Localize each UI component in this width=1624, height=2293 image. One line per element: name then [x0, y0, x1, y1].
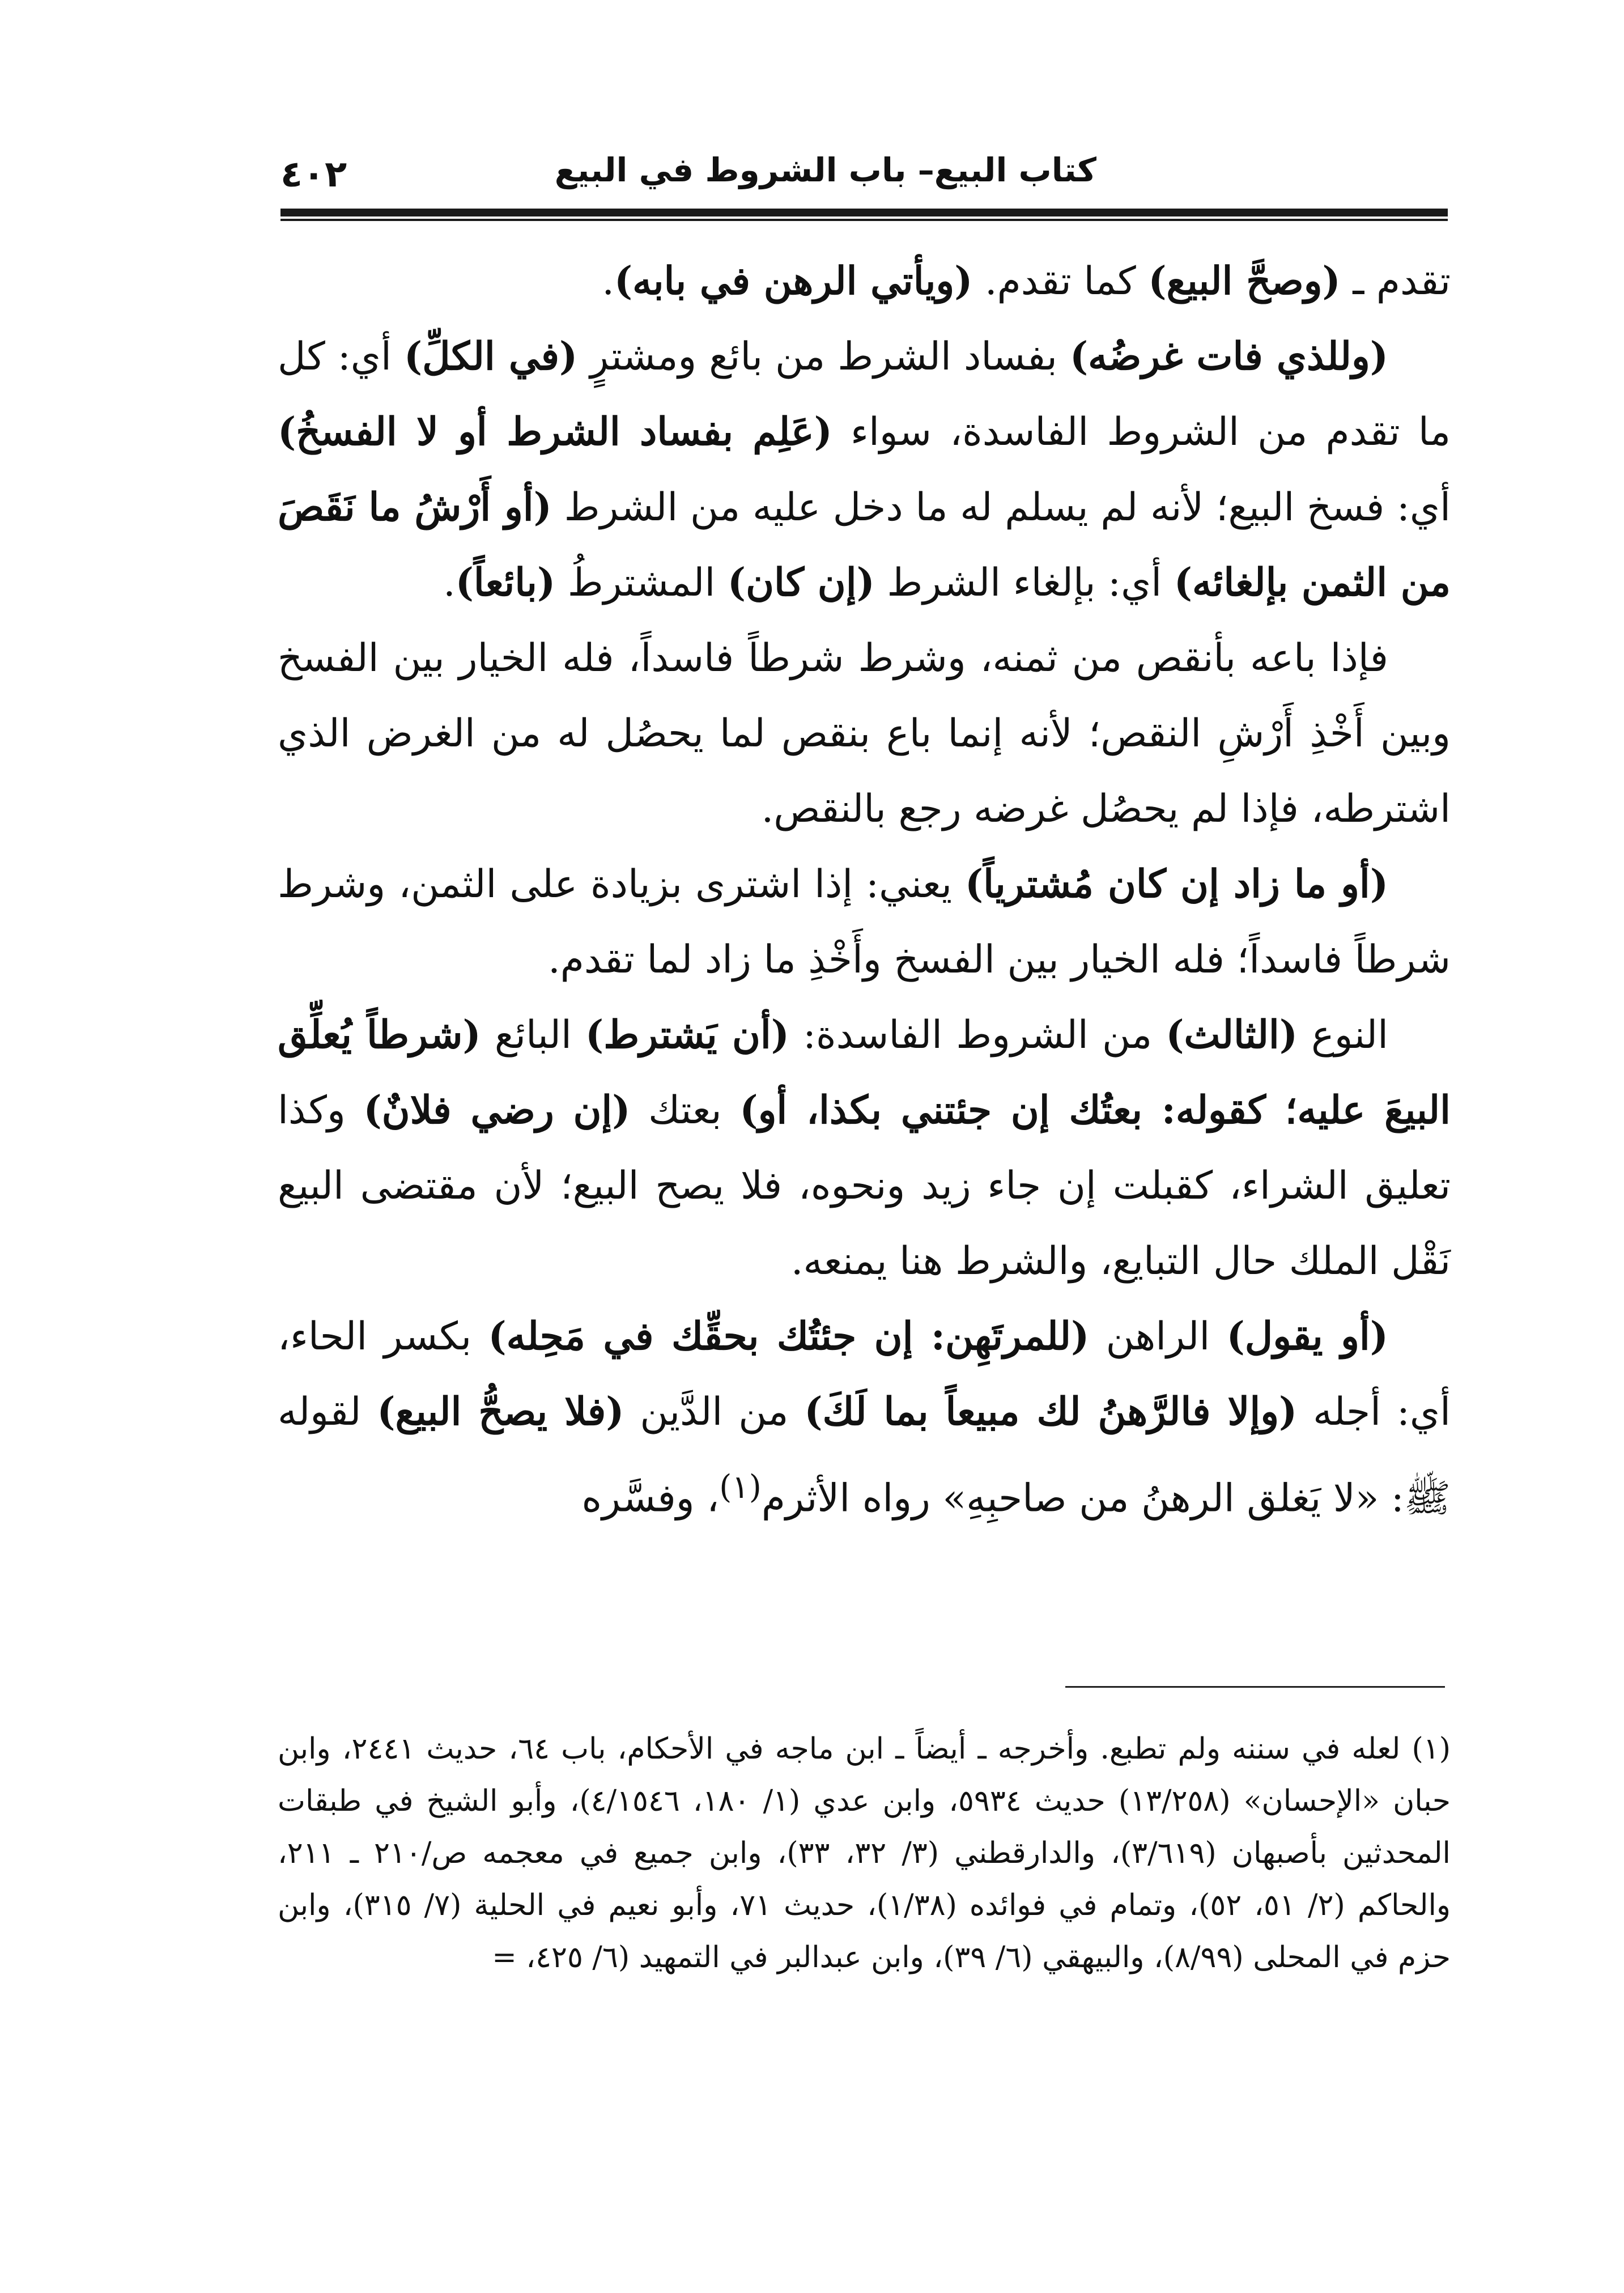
text-run: بكسر الحاء، أي: أجله [278, 1314, 1451, 1434]
text-run: ، وفسَّره [581, 1476, 720, 1521]
paragraph-2 [278, 319, 1451, 621]
text-run: من الدَّين [624, 1390, 805, 1434]
text-run: أي: بإلغاء الشرط [874, 560, 1174, 605]
paragraph-1 [278, 244, 1451, 319]
bold-run: (أو أَرْشُ ما نَقَصَ من الثمن بإلغائه) [278, 485, 1451, 605]
text-run: أي: كل ما تقدم من الشروط الفاسدة، سواء [278, 334, 1451, 455]
text-run: النوع [1298, 1013, 1389, 1058]
bold-run: (وإلا فالرَّهنُ لك مبيعاً بما لَكَ) [804, 1389, 1298, 1434]
bold-run: (وللذي فات غرضُه) [1069, 334, 1388, 379]
main-text [278, 244, 1451, 1536]
paragraph-5 [278, 997, 1451, 1299]
text-run: كما تقدم. [972, 259, 1149, 304]
text-run: بفساد الشرط من بائع ومشترٍ [577, 334, 1070, 379]
text-run: لقوله ﷺ: «لا يَغلق الرهنُ من صاحبِهِ» رواه الأثرم [278, 1390, 1451, 1521]
bold-run: (بائعاً) [455, 560, 556, 605]
text-run: وكذا تعليق الشراء، كقبلت إن جاء زيد ونحوه، فلا يصح البيع؛ لأن مقتضى البيع نَقْل الملك حال التبايع، والشرط هنا يمنعه. [278, 1088, 1451, 1284]
bold-run: (أن يَشترط) [585, 1012, 789, 1058]
bold-run: (وصحَّ البيع) [1148, 258, 1341, 304]
text-run: بعتك [630, 1088, 740, 1133]
text-run: تقدم ـ [1340, 259, 1451, 304]
text-run: يعني: إذا اشترى بزيادة على الثمن، وشرط شرطاً فاسداً؛ فله الخيار بين الفسخ وأَخْذِ ما زاد لما تقدم. [278, 862, 1451, 982]
footnotes [278, 1723, 1451, 1984]
bold-run: (فلا يصحُّ البيع) [377, 1389, 624, 1434]
page-header [280, 145, 1448, 201]
running-title: كتاب البيع– باب الشروط في البيع [554, 151, 1096, 189]
paragraph-3: فإذا باعه بأنقص من ثمنه، وشرط شرطاً فاسداً، فله الخيار بين الفسخ وبين أَخْذِ أَرْشِ النقص؛ لأنه إنما باع بنقص لما يحصُل له من الغرض الذي اشترطه، فإذا لم يحصُل غرضه رجع بالنقص. [278, 636, 1451, 831]
bold-run: (الثالث) [1166, 1012, 1298, 1058]
bold-run: (أو ما زاد إن كان مُشترياً) [964, 861, 1388, 907]
paragraph-4 [278, 847, 1451, 997]
page-number: ٤٠٢ [280, 154, 347, 196]
bold-run: (للمرتَهِن: إن جئتُك بحقِّك في مَحِله) [488, 1314, 1090, 1359]
bold-run: (عَلِم بفساد الشرط أو لا الفسخُ) [278, 409, 832, 455]
bold-run: (أو يقول) [1226, 1314, 1388, 1359]
bold-run: (في الكلِّ) [403, 334, 578, 379]
text-run: البائع [481, 1013, 586, 1058]
footnote-1: (١) لعله في سننه ولم تطبع. وأخرجه ـ أيضاً ـ ابن ماجه في الأحكام، باب ٦٤، حديث ٢٤٤١، وابن حبان «الإحسان» (١٣/٢٥٨) حديث ٥٩٣٤، وابن عدي (١/ ١٨٠، ٤/١٥٤٦)، وأبو الشيخ في طبقات المحدثين بأصبهان (٣/٦١٩)، والدارقطني (٣/ ٣٢، ٣٣)، وابن جميع في معجمه ص/٢١٠ ـ ٢١١، والحاكم (٢/ ٥١، ٥٢)، وتمام في فوائده (١/٣٨)، حديث ٧١، وأبو نعيم في الحلية (٧/ ٣١٥)، وابن حزم في المحلى (٨/٩٩)، والبيهقي (٦/ ٣٩)، وابن عبدالبر في التمهيد (٦/ ٤٢٥، = [278, 1732, 1451, 1974]
bold-run: (إن رضي فلانٌ) [363, 1088, 631, 1133]
header-rule [280, 209, 1448, 216]
text-run: أي: فسخ البيع؛ لأنه لم يسلم له ما دخل عليه من الشرط [551, 485, 1451, 530]
bold-run: (إن كان) [727, 560, 875, 605]
header-rule-thin [280, 219, 1448, 221]
text-run: المشترطُ [555, 560, 728, 605]
text-run: الراهن [1089, 1314, 1227, 1359]
footnote-marker: (١) [719, 1468, 762, 1506]
bold-run: (شرطاً يُعلِّق البيعَ عليه؛ كقوله: بعتُك إن جئتني بكذا، أو) [278, 1012, 1451, 1133]
text-run: . [602, 259, 614, 304]
bold-run: (ويأتي الرهن في بابه) [614, 258, 973, 304]
text-run: . [443, 560, 456, 605]
paragraph-6 [278, 1299, 1451, 1536]
text-run: من الشروط الفاسدة: [789, 1013, 1166, 1058]
footnote-separator [1065, 1686, 1445, 1688]
